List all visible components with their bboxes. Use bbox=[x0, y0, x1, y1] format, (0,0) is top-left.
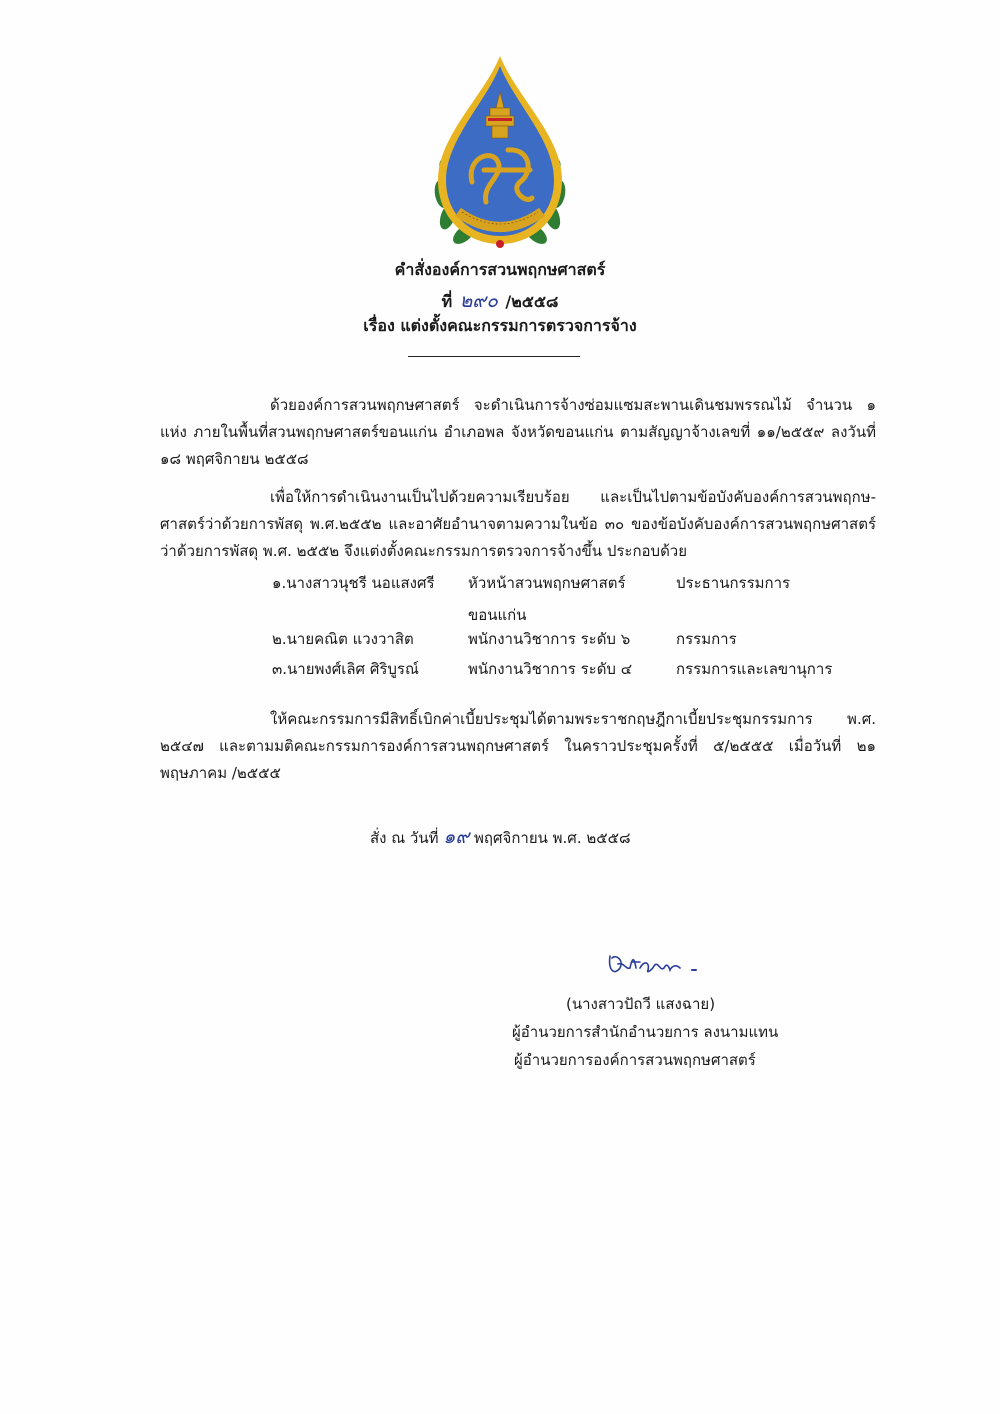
handwritten-signature bbox=[604, 946, 704, 982]
committee-member-1-position-line2: ขอนแก่น bbox=[468, 606, 527, 624]
committee-member-1-position: หัวหน้าสวนพฤกษศาสตร์ bbox=[468, 574, 626, 592]
order-date-prefix: สั่ง ณ วันที่ bbox=[370, 829, 439, 847]
order-number-handwritten: ๒๙๐ bbox=[459, 290, 498, 312]
paragraph-allowance: ให้คณะกรรมการมีสิทธิ์เบิกค่าเบี้ยประชุมได้ตามพระราชกฤษฎีกาเบี้ยประชุมกรรมการ พ.ศ. ๒๕๔๗ และตามมติคณะกรรมการองค์การสวนพฤกษศาสตร์ ในคราวประชุมครั้งที่ ๕/๒๕๕๕ เมื่อวันที่ ๒๑ พฤษภาคม /๒๕๕๕ bbox=[160, 710, 876, 782]
committee-member-2-role: กรรมการ bbox=[676, 630, 737, 648]
order-number bbox=[0, 286, 1000, 316]
header-divider bbox=[408, 356, 580, 357]
order-number-prefix: ที่ bbox=[441, 292, 453, 311]
order-subject: เรื่อง แต่งตั้งคณะกรรมการตรวจการจ้าง bbox=[363, 316, 637, 335]
order-date-suffix: พฤศจิกายน พ.ศ. ๒๕๕๘ bbox=[474, 829, 631, 847]
committee-member-3-name: ๓.นายพงศ์เลิศ ศิริบูรณ์ bbox=[272, 660, 419, 678]
order-date bbox=[370, 822, 631, 852]
committee-member-3-role: กรรมการและเลขานุการ bbox=[676, 660, 833, 678]
committee-member-2-position: พนักงานวิชาการ ระดับ ๖ bbox=[468, 630, 631, 648]
order-title: คำสั่งองค์การสวนพฤกษศาสตร์ bbox=[394, 260, 606, 279]
signer-position-2: ผู้อำนวยการองค์การสวนพฤกษศาสตร์ bbox=[514, 1051, 756, 1069]
botanical-garden-organization-logo bbox=[426, 52, 574, 252]
committee-member-1-name: ๑.นางสาวนุชรี นอแสงศรี bbox=[272, 574, 435, 592]
paragraph-background: ด้วยองค์การสวนพฤกษศาสตร์ จะดำเนินการจ้างซ่อมแซมสะพานเดินชมพรรณไม้ จำนวน ๑ แห่ง ภายในพื้นที่สวนพฤกษศาสตร์ขอนแก่น อำเภอพล จังหวัดขอนแก่น ตามสัญญาจ้างเลขที่ ๑๑/๒๕๕๙ ลงวันที่ ๑๘ พฤศจิกายน ๒๕๕๘ bbox=[160, 396, 876, 468]
signer-name: (นางสาวปัถวี แสงฉาย) bbox=[566, 995, 716, 1013]
committee-member-3-position: พนักงานวิชาการ ระดับ ๔ bbox=[468, 660, 633, 678]
paragraph-authority: เพื่อให้การดำเนินงานเป็นไปด้วยความเรียบร้อย และเป็นไปตามข้อบังคับองค์การสวนพฤกษ-ศาสตร์ว่าด้วยการพัสดุ พ.ศ.๒๕๕๒ และอาศัยอำนาจตามความในข้อ ๓๐ ของข้อบังคับองค์การสวนพฤกษศาสตร์ว่าด้วยการพัสดุ พ.ศ. ๒๕๕๒ จึงแต่งตั้งคณะกรรมการตรวจการจ้างขึ้น ประกอบด้วย bbox=[160, 488, 876, 560]
signer-position-1: ผู้อำนวยการสำนักอำนวยการ ลงนามแทน bbox=[512, 1023, 779, 1041]
order-date-day-handwritten: ๑๙ bbox=[443, 826, 470, 848]
order-number-year: /๒๕๕๘ bbox=[505, 292, 559, 311]
committee-member-2-name: ๒.นายคณิต แวงวาสิต bbox=[272, 630, 414, 648]
committee-member-1-role: ประธานกรรมการ bbox=[676, 574, 791, 592]
